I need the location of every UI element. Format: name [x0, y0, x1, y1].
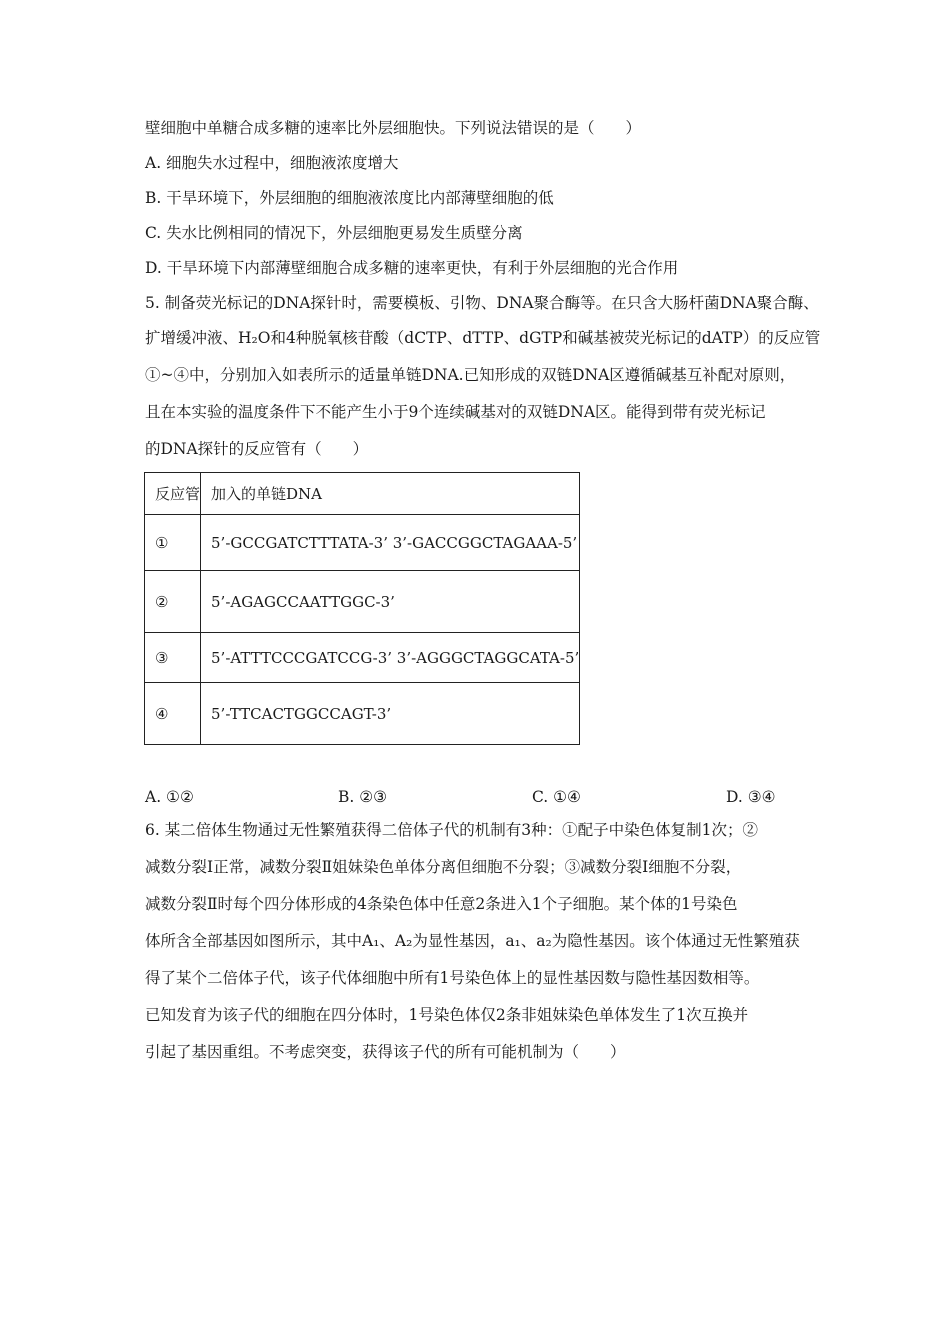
- table-header-row: [145, 473, 580, 515]
- q5-stem-line-4: 且在本实验的温度条件下不能产生小于9个连续碱基对的双链DNA区。能得到带有荧光标记: [145, 403, 766, 421]
- q4-option-a: A. 细胞失水过程中，细胞液浓度增大: [145, 154, 399, 172]
- q4-stem-end: 壁细胞中单糖合成多糖的速率比外层细胞快。下列说法错误的是（ ）: [145, 119, 642, 137]
- q6-stem-line-4: 体所含全部基因如图所示，其中A₁、A₂为显性基因，a₁、a₂为隐性基因。该个体通过无性繁殖获: [145, 932, 800, 950]
- q5-option-a: A. ①②: [145, 788, 194, 806]
- table-row: [145, 683, 580, 745]
- table-cell-tube: ①: [145, 515, 201, 571]
- table-cell-dna: 5’-AGAGCCAATTGGC-3’: [201, 571, 580, 633]
- q5-option-c: C. ①④: [532, 788, 581, 806]
- q6-stem-line-2: 减数分裂Ⅰ正常，减数分裂Ⅱ姐妹染色单体分离但细胞不分裂；③减数分裂Ⅰ细胞不分裂，: [145, 858, 742, 876]
- table-row: [145, 633, 580, 683]
- q4-option-b: B. 干旱环境下，外层细胞的细胞液浓度比内部薄壁细胞的低: [145, 189, 554, 207]
- table-cell-dna: 5’-GCCGATCTTTATA-3’ 3’-GACCGGCTAGAAA-5’: [201, 515, 580, 571]
- q5-option-b: B. ②③: [338, 788, 388, 806]
- table-header-tube: 反应管: [145, 473, 201, 515]
- table-row: [145, 571, 580, 633]
- q4-option-d: D. 干旱环境下内部薄壁细胞合成多糖的速率更快，有利于外层细胞的光合作用: [145, 259, 679, 277]
- q5-stem-line-5: 的DNA探针的反应管有（ ）: [145, 440, 369, 458]
- q5-option-d: D. ③④: [726, 788, 776, 806]
- q5-stem-line-2: 扩增缓冲液、H₂O和4种脱氧核苷酸（dCTP、dTTP、dGTP和碱基被荧光标记的dATP）的反应管: [145, 329, 821, 347]
- table-row: [145, 515, 580, 571]
- dna-table: [144, 472, 580, 745]
- q4-option-c: C. 失水比例相同的情况下，外层细胞更易发生质壁分离: [145, 224, 523, 242]
- q5-stem-line-1: 5. 制备荧光标记的DNA探针时，需要模板、引物、DNA聚合酶等。在只含大肠杆菌DNA聚合酶、: [145, 294, 819, 312]
- q6-stem-line-5: 得了某个二倍体子代，该子代体细胞中所有1号染色体上的显性基因数与隐性基因数相等。: [145, 969, 760, 987]
- table-cell-tube: ③: [145, 633, 201, 683]
- q5-stem-line-3: ①~④中，分别加入如表所示的适量单链DNA.已知形成的双链DNA区遵循碱基互补配对原则，: [145, 366, 796, 384]
- table-cell-dna: 5’-TTCACTGGCCAGT-3’: [201, 683, 580, 745]
- table-cell-dna: 5’-ATTTCCCGATCCG-3’ 3’-AGGGCTAGGCATA-5’: [201, 633, 580, 683]
- q6-stem-line-7: 引起了基因重组。不考虑突变，获得该子代的所有可能机制为（ ）: [145, 1043, 626, 1061]
- q6-stem-line-1: 6. 某二倍体生物通过无性繁殖获得二倍体子代的机制有3种：①配子中染色体复制1次；②: [145, 821, 758, 839]
- q6-stem-line-6: 已知发育为该子代的细胞在四分体时，1号染色体仅2条非姐妹染色单体发生了1次互换并: [145, 1006, 749, 1024]
- q6-stem-line-3: 减数分裂Ⅱ时每个四分体形成的4条染色体中任意2条进入1个子细胞。某个体的1号染色: [145, 895, 738, 913]
- table-cell-tube: ④: [145, 683, 201, 745]
- table-cell-tube: ②: [145, 571, 201, 633]
- table-header-dna: 加入的单链DNA: [201, 473, 580, 515]
